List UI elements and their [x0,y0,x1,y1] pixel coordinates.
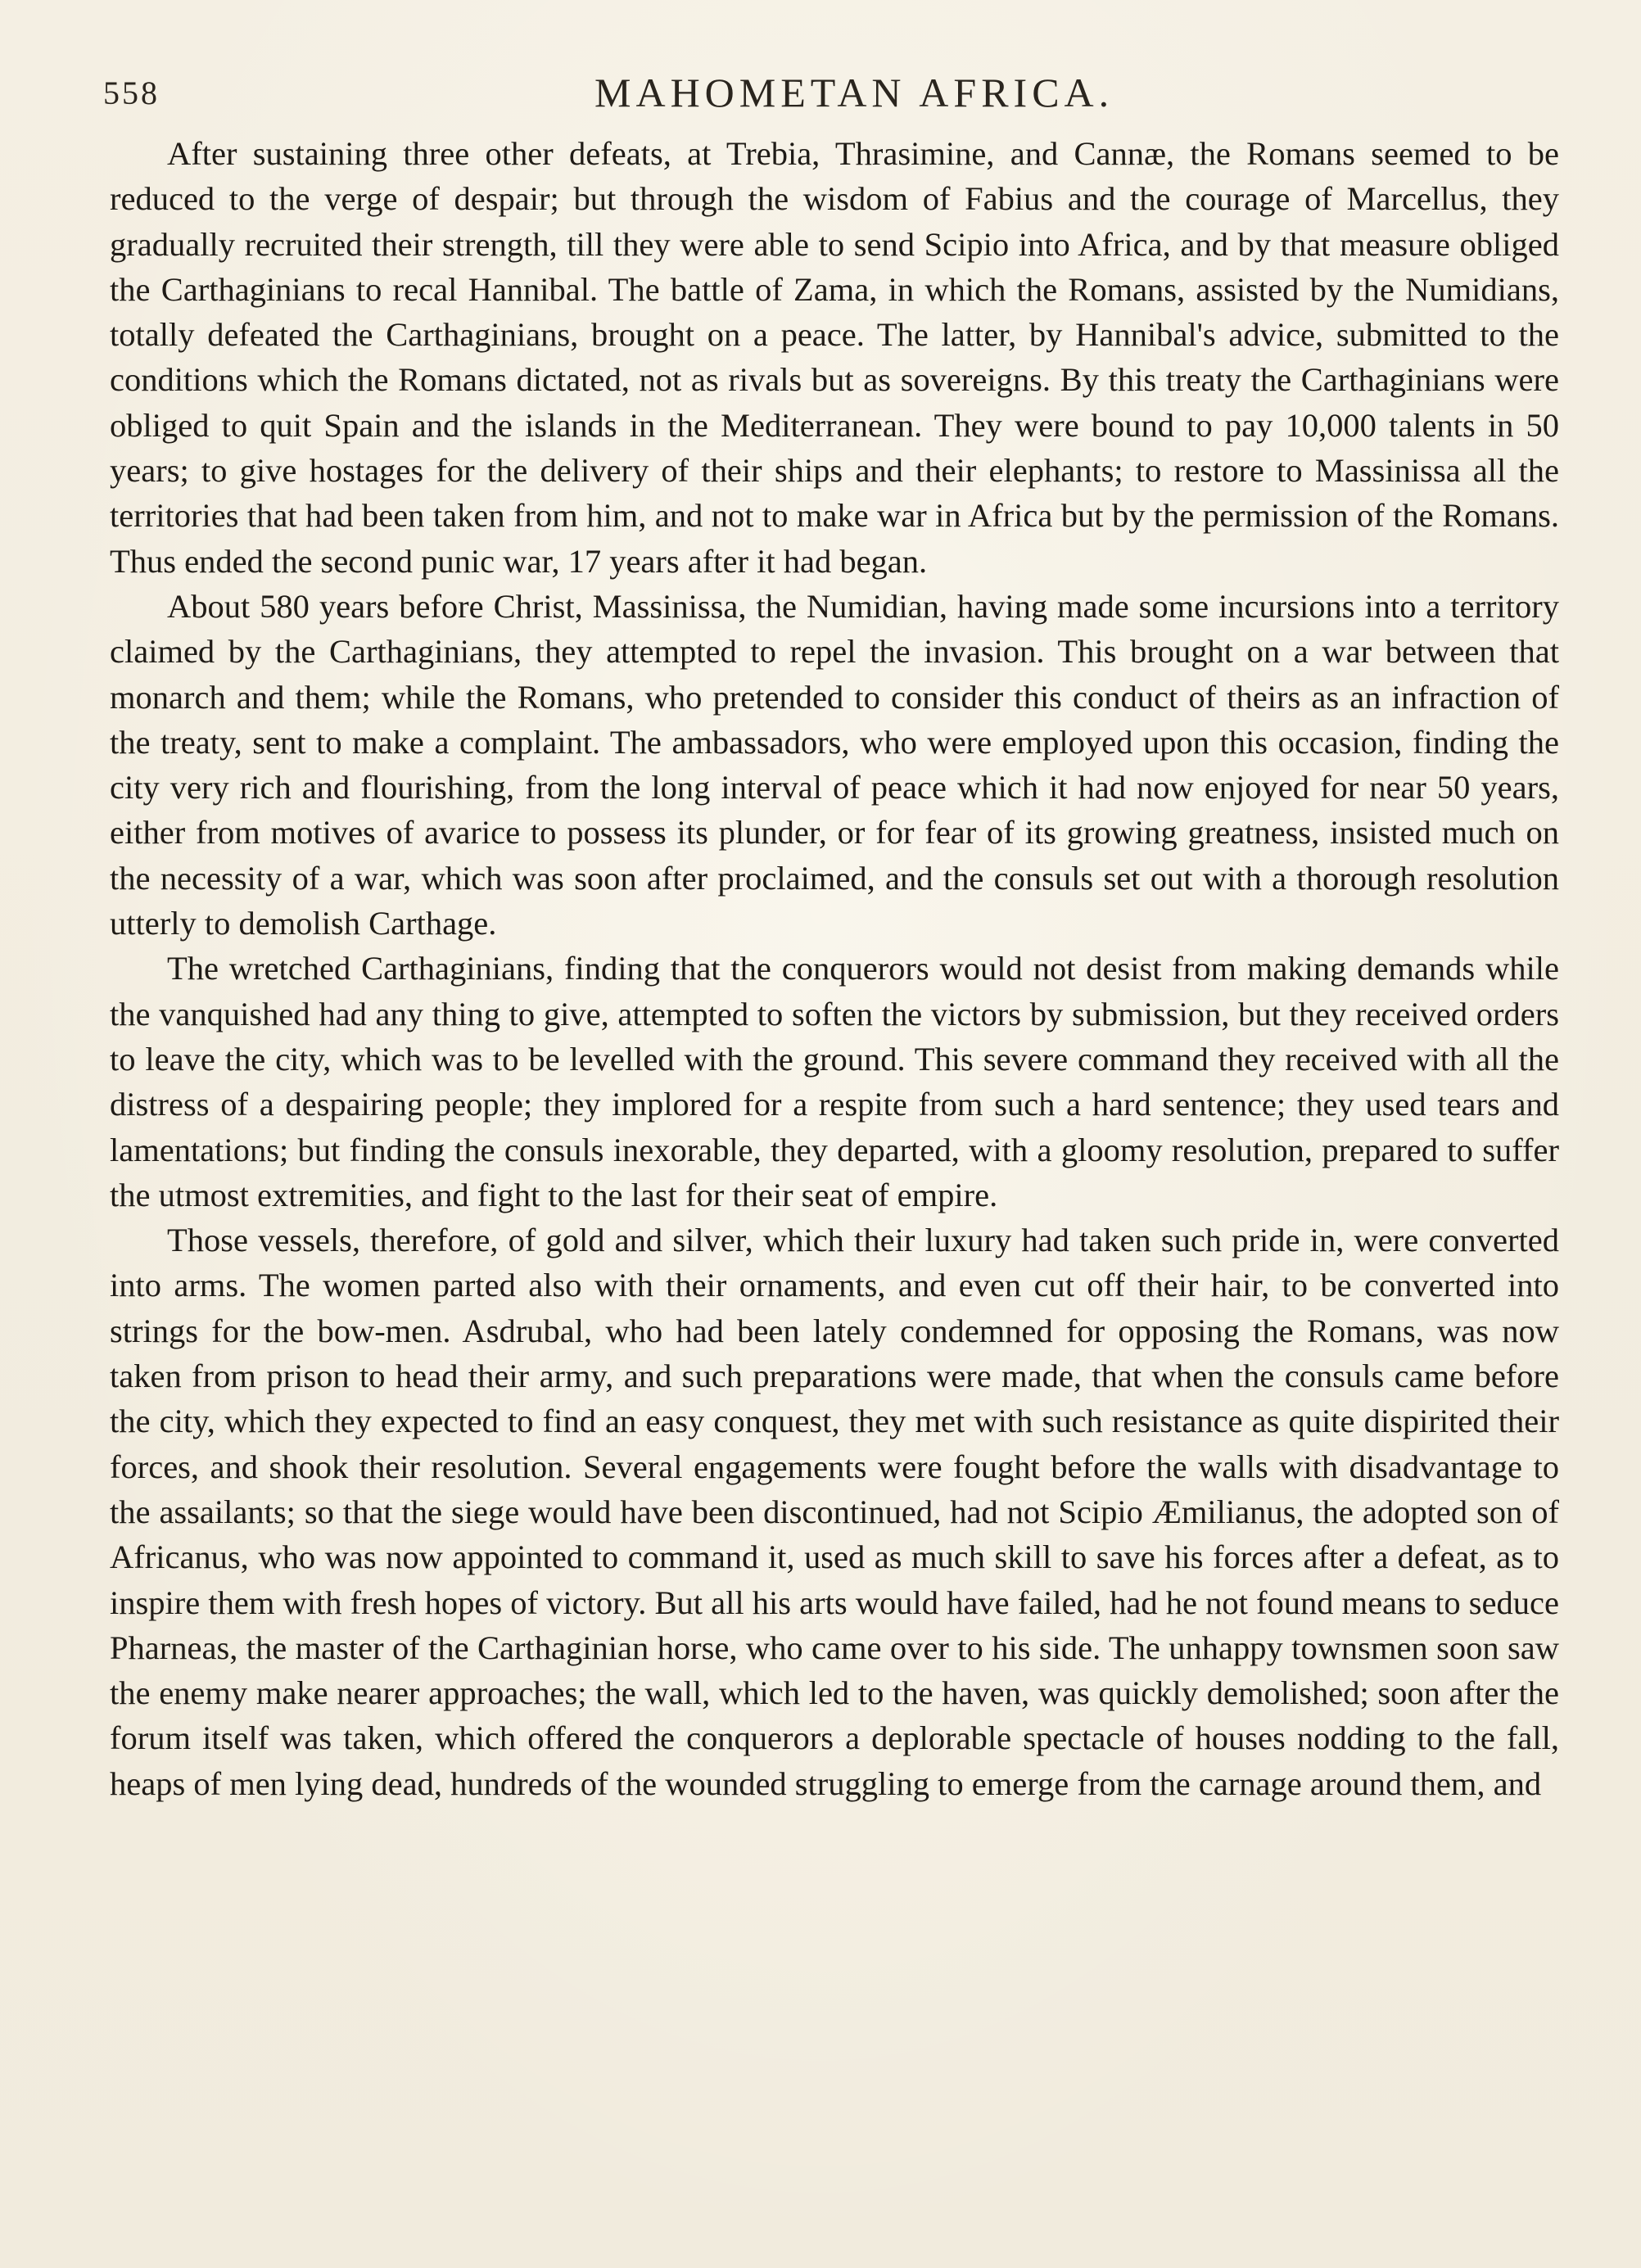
page-number: 558 [103,75,160,111]
paragraph: About 580 years before Christ, Massinissa, the Numidian, having made some incursions into a territory claimed by the Carthaginians, they attempted to repel the invasion. This brought on a war between that monarch and them; while the Romans, who pretended to consider this conduct of theirs as an infraction of the treaty, sent to make a complaint. The ambassadors, who were employed upon this occasion, finding the city very rich and flourishing, from the long interval of peace which it had now enjoyed for near 50 years, either from motives of avarice to possess its plunder, or for fear of its growing greatness, insisted much on the necessity of a war, which was soon after proclaimed, and the consuls set out with a thorough resolution utterly to demolish Carthage. [110,587,1559,942]
paragraph: Those vessels, therefore, of gold and silver, which their luxury had taken such pride in, were converted into arms. The women parted also with their ornaments, and even cut off their hair, to be converted into strings for the bow-men. Asdrubal, who had been lately condemned for opposing the Romans, was now taken from prison to head their army, and such preparations were made, that when the consuls came before the city, which they expected to find an easy conquest, they met with such resistance as quite dispirited their forces, and shook their resolution. Several engagements were fought before the walls with disadvantage to the assailants; so that the siege would have been discontinued, had not Scipio Æmilianus, the adopted son of Africanus, who was now appointed to command it, used as much skill to save his forces after a defeat, as to inspire them with fresh hopes of victory. But all his arts would have failed, had he not found means to seduce Pharneas, the master of the Carthaginian horse, who came over to his side. The unhappy townsmen soon saw the enemy make nearer approaches; the wall, which led to the haven, was quickly demolished; soon after the forum itself was taken, which offered the conquerors a deplorable spectacle of houses nodding to the fall, heaps of men lying dead, hundreds of the wounded struggling to emerge from the carnage around them, and [110,1222,1559,1802]
page-header [103,69,1592,126]
body-text [110,131,1559,1806]
running-head: MAHOMETAN AFRICA. [594,70,1114,115]
paragraph: The wretched Carthaginians, finding that the conquerors would not desist from making demands while the vanquished had any thing to give, attempted to soften the victors by submission, but they received orders to leave the city, which was to be levelled with the ground. This severe command they received with all the distress of a despairing people; they implored for a respite from such a hard sentence; they used tears and lamentations; but finding the consuls inexorable, they departed, with a gloomy resolution, prepared to suffer the utmost extremities, and fight to the last for their seat of empire. [110,950,1559,1213]
paragraph: After sustaining three other defeats, at Trebia, Thrasimine, and Cannæ, the Romans seemed to be reduced to the verge of despair; but through the wisdom of Fabius and the courage of Marcellus, they gradually recruited their strength, till they were able to send Scipio into Africa, and by that measure obliged the Carthaginians to recal Hannibal. The battle of Zama, in which the Romans, assisted by the Numidians, totally defeated the Carthaginians, brought on a peace. The latter, by Hannibal's advice, submitted to the conditions which the Romans dictated, not as rivals but as sovereigns. By this treaty the Carthaginians were obliged to quit Spain and the islands in the Mediterranean. They were bound to pay 10,000 talents in 50 years; to give hostages for the delivery of their ships and their elephants; to restore to Massinissa all the territories that had been taken from him, and not to make war in Africa but by the permission of the Romans. Thus ended the second punic war, 17 years after it had began. [110,135,1559,580]
